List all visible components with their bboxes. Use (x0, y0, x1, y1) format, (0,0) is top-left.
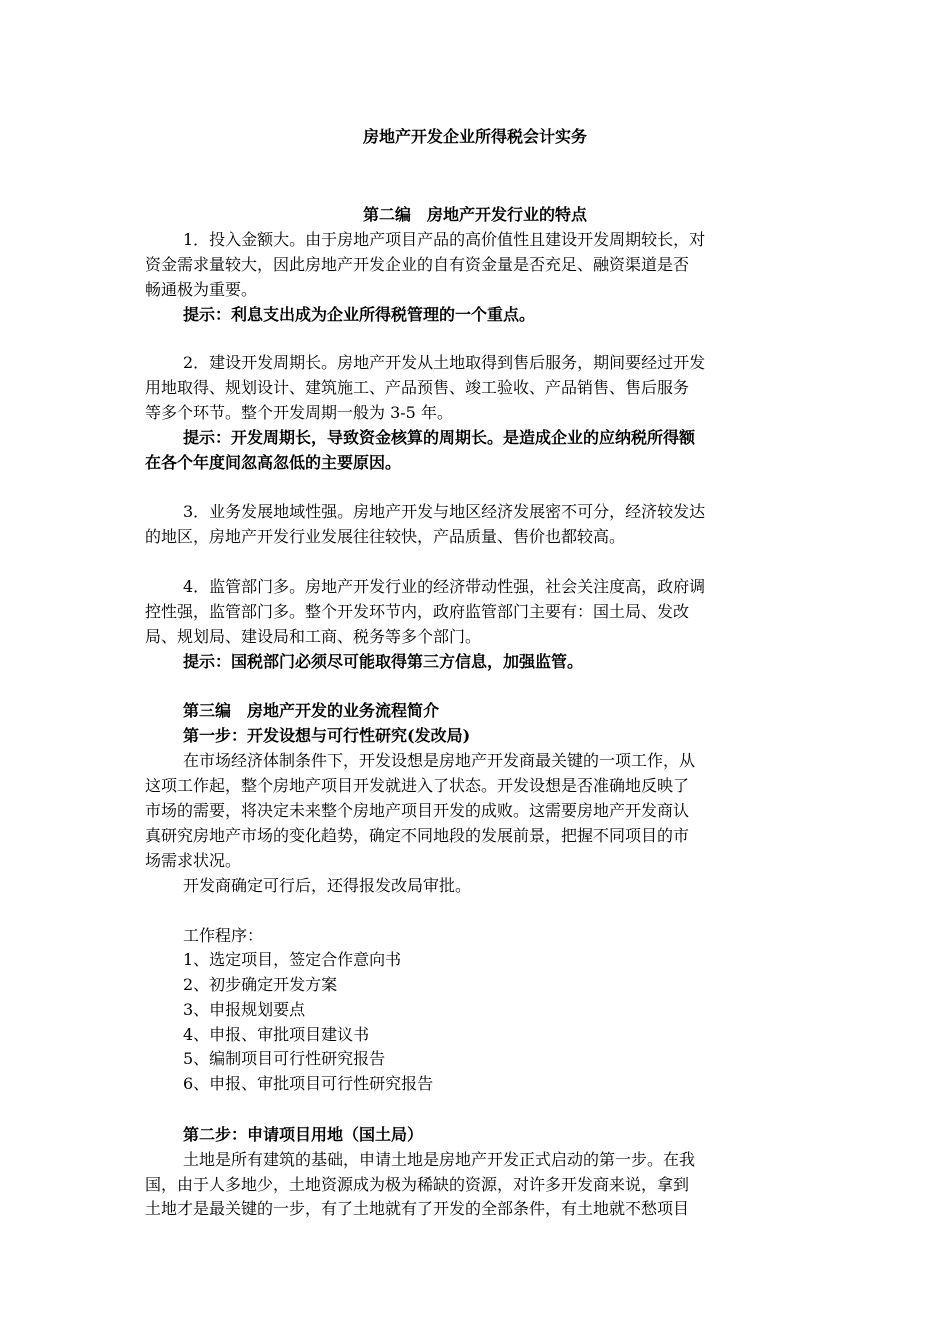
part2-heading: 第二编 房地产开发行业的特点 (362, 205, 587, 224)
paragraph-line: 畅通极为重要。 (145, 280, 258, 299)
paragraph-line: 真研究房地产市场的变化趋势，确定不同地段的发展前景，把握不同项目的市 (145, 826, 690, 845)
paragraph-line: 3．业务发展地域性强。房地产开发与地区经济发展密不可分，经济较发达 (183, 502, 706, 521)
procedure-item: 1、选定项目，签定合作意向书 (183, 950, 402, 969)
paragraph-line: 4．监管部门多。房地产开发行业的经济带动性强，社会关注度高，政府调 (183, 577, 706, 596)
paragraph-line: 等多个环节。整个开发周期一般为 3-5 年。 (145, 403, 453, 422)
step1-heading: 第一步：开发设想与可行性研究(发改局) (183, 726, 471, 745)
tip-line: 在各个年度间忽高忽低的主要原因。 (145, 453, 402, 472)
tip-line: 提示：国税部门必须尽可能取得第三方信息，加强监管。 (183, 652, 584, 671)
procedure-item: 3、申报规划要点 (183, 1000, 306, 1019)
procedure-item: 2、初步确定开发方案 (183, 975, 338, 994)
procedure-item: 5、编制项目可行性研究报告 (183, 1049, 386, 1068)
paragraph-line: 资金需求量较大，因此房地产开发企业的自有资金量是否充足、融资渠道是否 (145, 255, 690, 274)
procedure-item: 4、申报、审批项目建议书 (183, 1025, 370, 1044)
paragraph-line: 国，由于人多地少，土地资源成为极为稀缺的资源，对许多开发商来说，拿到 (145, 1175, 690, 1194)
paragraph-line: 土地才是最关键的一步，有了土地就有了开发的全部条件，有土地就不愁项目 (145, 1199, 690, 1218)
paragraph-line: 控性强，监管部门多。整个开发环节内，政府监管部门主要有：国土局、发改 (145, 602, 690, 621)
tip-line: 提示：开发周期长，导致资金核算的周期长。是造成企业的应纳税所得额 (183, 428, 696, 447)
step2-heading: 第二步：申请项目用地（国土局） (183, 1125, 424, 1144)
paragraph-line: 局、规划局、建设局和工商、税务等多个部门。 (145, 627, 482, 646)
approval-note: 开发商确定可行后，还得报发改局审批。 (183, 876, 472, 895)
paragraph-line: 用地取得、规划设计、建筑施工、产品预售、竣工验收、产品销售、售后服务 (145, 378, 690, 397)
paragraph-line: 的地区，房地产开发行业发展往往较快，产品质量、售价也都较高。 (145, 527, 626, 546)
paragraph-line: 市场的需要，将决定未来整个房地产项目开发的成败。这需要房地产开发商认 (145, 801, 690, 820)
paragraph-line: 1．投入金额大。由于房地产项目产品的高价值性且建设开发周期较长，对 (183, 230, 706, 249)
paragraph-line: 2．建设开发周期长。房地产开发从土地取得到售后服务，期间要经过开发 (183, 353, 706, 372)
paragraph-line: 在市场经济体制条件下，开发设想是房地产开发商最关键的一项工作，从 (183, 751, 696, 770)
procedure-label: 工作程序： (183, 926, 264, 945)
paragraph-line: 这项工作起，整个房地产项目开发就进入了状态。开发设想是否准确地反映了 (145, 776, 690, 795)
document-title: 房地产开发企业所得税会计实务 (362, 127, 587, 146)
paragraph-line: 场需求状况。 (145, 851, 242, 870)
part3-heading: 第三编 房地产开发的业务流程简介 (183, 701, 440, 720)
paragraph-line: 土地是所有建筑的基础，申请土地是房地产开发正式启动的第一步。在我 (183, 1150, 696, 1169)
tip-line: 提示：利息支出成为企业所得税管理的一个重点。 (183, 305, 536, 324)
procedure-item: 6、申报、审批项目可行性研究报告 (183, 1074, 434, 1093)
